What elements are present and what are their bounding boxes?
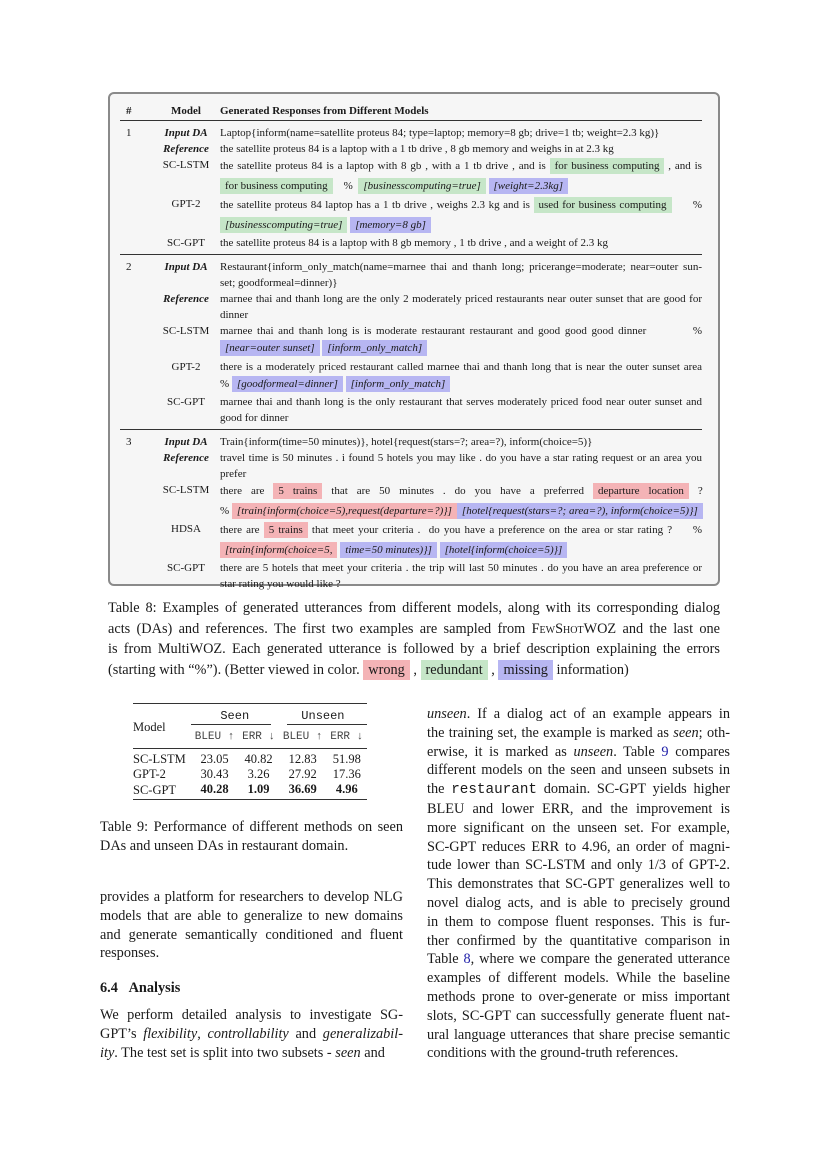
- missing-highlight: [memory=8 gb]: [350, 217, 431, 233]
- metric-value: 3.26: [247, 767, 270, 781]
- table-9: [133, 703, 367, 800]
- text-line: [220, 359, 702, 375]
- text-line: [220, 339, 702, 359]
- text-segment: marnee thai and thanh long is is moderate restaurant restaurant and good good good dinner %: [220, 325, 702, 337]
- response-text: [220, 434, 702, 450]
- text-segment: that are 50 minutes . do you have a preferred: [322, 485, 593, 497]
- section-number: 6.4: [100, 980, 118, 996]
- text-line: [220, 259, 702, 275]
- text-line: [427, 743, 730, 762]
- section-heading: [100, 980, 180, 997]
- text-line: [100, 888, 403, 907]
- text-segment: Restaurant{inform_only_match(name=marnee thai and thanh long; pricerange=moderate; near=outer sun-: [220, 261, 702, 273]
- text-line: [427, 932, 730, 951]
- text-segment: in them to compose fluent responses. This is fur-: [427, 913, 730, 930]
- redundant-highlight: used for business computing: [534, 197, 672, 213]
- model-label: SC-GPT: [167, 396, 205, 408]
- text-segment: good for dinner: [220, 412, 289, 424]
- table-row: [120, 323, 702, 359]
- text-segment: set; goodformeal=dinner)}: [220, 277, 338, 289]
- example-number: [120, 394, 152, 426]
- group-header: Seen: [191, 704, 279, 726]
- text-segment: acts (DAs) and references. The first two examples are sampled from: [108, 620, 532, 637]
- text-segment: compares: [668, 743, 730, 760]
- text-segment: generalizabil-: [322, 1025, 404, 1042]
- text-segment: ; oth-: [698, 724, 730, 741]
- table-row: [120, 434, 702, 450]
- text-line: [220, 466, 702, 482]
- text-line: [100, 907, 403, 926]
- header-num: #: [126, 105, 132, 117]
- response-text: [220, 560, 702, 592]
- text-segment: ,: [197, 1025, 208, 1042]
- table-8-frame: [108, 92, 720, 590]
- text-segment: %: [671, 199, 702, 211]
- text-line: [108, 619, 720, 640]
- response-text: [220, 157, 702, 196]
- text-line: [220, 235, 702, 251]
- model-label: SC-GPT: [167, 562, 205, 574]
- text-segment: GPT’s: [100, 1025, 144, 1042]
- wrong-highlight: 5 trains: [273, 483, 322, 499]
- text-line: [427, 913, 730, 932]
- text-line: [427, 761, 730, 780]
- model-name: SC-LSTM: [133, 752, 186, 766]
- response-text: [220, 235, 702, 251]
- model-header: Model: [133, 719, 166, 734]
- example-number: [120, 141, 152, 157]
- text-line: [427, 705, 730, 724]
- model-label: SC-LSTM: [162, 325, 210, 337]
- model-label: Reference: [163, 143, 209, 155]
- table-row: [120, 141, 702, 157]
- text-segment: . Table: [613, 743, 662, 760]
- text-segment: slots, SC-GPT can successfully generate fluent nat-: [427, 1007, 730, 1024]
- example-number: [120, 196, 152, 235]
- response-text: [220, 482, 703, 521]
- text-segment: novel dialog acts, and is able to precisely ground: [427, 894, 730, 911]
- text-line: [220, 502, 703, 522]
- table-row: [120, 259, 702, 291]
- text-line: [427, 1007, 730, 1026]
- text-line: [427, 894, 730, 913]
- text-segment: Train{inform(time=50 minutes)}, hotel{request(stars=?; area=?), inform(choice=5)}: [220, 436, 593, 448]
- group-header: Unseen: [279, 704, 367, 726]
- model-name: SC-GPT: [133, 783, 177, 797]
- metric-value: 40.28: [200, 782, 229, 796]
- text-segment: marnee thai and thanh long is the only restaurant that serves moderately priced food near outer sunset and: [220, 396, 702, 408]
- text-line: [108, 660, 720, 681]
- table-row: [120, 125, 702, 141]
- right-paragraph: [427, 705, 730, 1063]
- text-segment: different models on the seen and unseen subsets in: [427, 762, 730, 779]
- text-segment: controllability: [207, 1025, 289, 1042]
- model-label: SC-GPT: [167, 237, 205, 249]
- text-segment: the: [427, 781, 452, 798]
- text-line: [220, 576, 702, 592]
- text-segment: Table 9: Performance of different methods on seen: [100, 819, 403, 835]
- response-text: [220, 359, 702, 395]
- text-line: [100, 818, 403, 837]
- text-segment: ?: [688, 485, 703, 497]
- text-segment: and the last one: [616, 620, 721, 637]
- missing-highlight: [near=outer sunset]: [220, 340, 320, 356]
- text-segment: provides a platform for researchers to develop NLG: [100, 889, 403, 905]
- header-responses: Generated Responses from Different Models: [220, 105, 429, 117]
- header-model: Model: [171, 105, 201, 117]
- text-line: [100, 1006, 403, 1025]
- text-line: [220, 521, 702, 541]
- text-segment: examples of different models. While the baseline: [427, 970, 730, 987]
- model-label: Input DA: [164, 127, 208, 139]
- metric-value: 1.09: [247, 782, 270, 796]
- table-8-caption: [108, 598, 720, 680]
- table-row: [133, 767, 367, 782]
- response-text: [220, 323, 702, 359]
- text-segment: the training set, the example is marked as: [427, 724, 674, 741]
- table-row: [120, 359, 702, 395]
- table-8-header: [120, 102, 702, 121]
- text-segment: SC-GPT reduces ERR to 4.96, an order of magni-: [427, 838, 730, 855]
- text-segment: ity: [100, 1044, 115, 1061]
- text-segment: We perform detailed analysis to investigate SG-: [100, 1007, 403, 1023]
- text-segment: conditions with the ground-truth references.: [427, 1045, 679, 1062]
- metric-header: ERR ↓: [242, 731, 276, 743]
- text-line: [427, 969, 730, 988]
- metric-value: 36.69: [288, 782, 317, 796]
- text-line: [427, 800, 730, 819]
- example-block: [120, 430, 702, 595]
- text-segment: tude lower than SC-LSTM and only 1/3 of GPT-2.: [427, 857, 730, 874]
- missing-highlight: [goodformeal=dinner]: [232, 376, 343, 392]
- text-segment: , where we compare the generated utterance: [470, 951, 730, 968]
- left-paragraph: [100, 888, 403, 963]
- text-segment: domain. SC-GPT yields higher: [536, 781, 730, 798]
- response-text: [220, 521, 702, 560]
- response-text: [220, 125, 702, 141]
- example-number: [120, 482, 152, 521]
- text-line: [220, 560, 702, 576]
- text-segment: , and is: [664, 160, 702, 172]
- text-line: [220, 196, 702, 216]
- metric-value: 12.83: [288, 752, 317, 766]
- wrong-highlight: wrong: [363, 660, 410, 680]
- text-line: [427, 819, 730, 838]
- response-text: [220, 259, 702, 291]
- text-segment: %: [220, 377, 232, 390]
- text-line: [427, 1026, 730, 1045]
- text-segment: prefer: [220, 468, 247, 480]
- text-line: [220, 482, 703, 502]
- model-label: GPT-2: [171, 360, 201, 373]
- response-text: [220, 196, 702, 235]
- model-label: HDSA: [171, 523, 201, 535]
- redundant-highlight: for business computing: [550, 158, 665, 174]
- text-segment: erwise, it is marked as: [427, 743, 574, 760]
- text-segment: there are 5 hotels that meet your criteria . the trip will last 50 minutes . do you have an area preference or: [220, 562, 702, 574]
- metric-header: BLEU ↑: [282, 731, 323, 743]
- table-9-group-row: [133, 704, 367, 726]
- metric-header: ERR ↓: [330, 731, 364, 743]
- text-segment: %: [332, 179, 359, 192]
- missing-highlight: [hotel{request(stars=?; area=?), inform(choice=5)}]: [457, 503, 703, 519]
- text-segment: methods prone to over-generate or miss important: [427, 988, 730, 1005]
- text-segment: the satellite proteus 84 is a laptop with 8 gb memory , 1 tb drive , and a weight of 2.3 kg: [220, 237, 608, 249]
- wrong-highlight: 5 trains: [264, 522, 308, 538]
- text-segment: responses.: [100, 945, 160, 962]
- text-segment: seen: [335, 1044, 361, 1061]
- text-segment: information): [552, 661, 629, 678]
- missing-highlight: [inform_only_match]: [346, 376, 451, 392]
- response-text: [220, 291, 702, 323]
- example-number: [120, 521, 152, 560]
- example-block: [120, 121, 702, 255]
- text-segment: marnee thai and thanh long are the only 2 moderately priced restaurants near outer sunset that are good for: [220, 293, 702, 305]
- wrong-highlight: departure location: [593, 483, 689, 499]
- table-row: [120, 235, 702, 251]
- table-8: [120, 102, 702, 595]
- text-segment: BLEU and lower ERR, and the improvement is: [427, 800, 730, 817]
- text-segment: This demonstrates that SC-GPT generalizes well to: [427, 876, 730, 893]
- text-segment: and generate semantically conditioned and fluent: [100, 926, 403, 943]
- text-line: [220, 275, 702, 291]
- text-line: [100, 1025, 403, 1044]
- text-line: [100, 944, 403, 963]
- example-number: [120, 323, 152, 359]
- text-segment: ural language utterances that share precise semantic: [427, 1026, 730, 1043]
- text-segment: is from MultiWOZ. Each generated utterance is followed by a brief description explaining the errors: [108, 641, 720, 658]
- text-segment: unseen: [427, 706, 467, 722]
- table-row: [120, 291, 702, 323]
- text-segment: Laptop{inform(name=satellite proteus 84; type=laptop; memory=8 gb; drive=1 tb; weight=2.3 kg)}: [220, 127, 660, 139]
- metric-value: 17.36: [332, 767, 361, 781]
- model-name: GPT-2: [133, 767, 166, 781]
- text-segment: restaurant: [451, 782, 537, 799]
- text-line: [220, 177, 702, 197]
- text-line: [220, 434, 702, 450]
- text-segment: there are: [220, 524, 264, 536]
- metric-value: 40.82: [244, 752, 273, 766]
- text-segment: ,: [487, 661, 499, 678]
- text-line: [427, 724, 730, 743]
- text-segment: . The test set is split into two subsets -: [114, 1044, 336, 1061]
- text-line: [427, 838, 730, 857]
- wrong-highlight: [train{inform(choice=5,: [220, 542, 337, 558]
- metric-value: 30.43: [200, 767, 229, 781]
- text-line: [220, 410, 702, 426]
- table-row: [120, 196, 702, 235]
- text-line: [220, 216, 702, 236]
- example-number: [120, 560, 152, 592]
- text-segment: flexibility: [143, 1025, 198, 1042]
- example-number: [120, 359, 152, 395]
- text-line: [427, 856, 730, 875]
- metric-value: 23.05: [200, 752, 229, 766]
- table-row: [120, 157, 702, 196]
- text-segment: more significant on the unseen set. For example,: [427, 819, 730, 836]
- text-line: [220, 141, 702, 157]
- text-segment: there is a moderately priced restaurant called marnee thai and thanh long that is near the outer sunset area: [220, 360, 702, 373]
- redundant-highlight: [businesscomputing=true]: [220, 217, 347, 233]
- text-line: [100, 837, 403, 856]
- text-line: [220, 125, 702, 141]
- wrong-highlight: [train{inform(choice=5),request(departure=?)}]: [232, 503, 457, 519]
- table-reference-link[interactable]: 8: [463, 951, 471, 968]
- analysis-paragraph: [100, 1006, 403, 1062]
- example-number: [120, 291, 152, 323]
- redundant-highlight: for business computing: [220, 178, 333, 194]
- text-segment: there are: [220, 485, 274, 497]
- missing-highlight: missing: [498, 660, 553, 680]
- table-reference-link[interactable]: 9: [661, 743, 669, 760]
- table-row: [133, 749, 367, 768]
- text-segment: Table 8: Examples of generated utterances from different models, along with its corresponding dialog: [108, 600, 720, 616]
- metric-value: 4.96: [335, 782, 358, 796]
- response-text: [220, 394, 702, 426]
- table-9-caption: [100, 818, 403, 856]
- model-label: SC-LSTM: [162, 484, 210, 496]
- missing-highlight: [weight=2.3kg]: [489, 178, 568, 194]
- text-segment: unseen: [573, 743, 614, 760]
- example-block: [120, 255, 702, 430]
- metric-value: 27.92: [288, 767, 317, 781]
- model-label: Input DA: [164, 436, 208, 448]
- response-text: [220, 450, 702, 482]
- text-segment: FewShotWOZ: [531, 620, 617, 637]
- text-segment: %: [220, 504, 232, 517]
- model-label: Reference: [163, 452, 209, 464]
- redundant-highlight: redundant: [421, 660, 488, 680]
- text-line: [220, 450, 702, 466]
- text-line: [220, 375, 702, 395]
- text-segment: seen: [673, 724, 699, 741]
- text-line: [427, 780, 730, 800]
- text-segment: and: [288, 1025, 323, 1042]
- text-line: [108, 598, 720, 619]
- text-segment: the satellite proteus 84 is a laptop with a 1 tb drive , 8 gb memory and weighs in at 2.3 kg: [220, 143, 614, 155]
- model-label: Reference: [163, 293, 209, 305]
- text-line: [108, 639, 720, 660]
- text-line: [427, 875, 730, 894]
- section-title: Analysis: [128, 980, 181, 996]
- example-number: [120, 235, 152, 251]
- text-segment: models that are able to generalize to new domains: [100, 907, 403, 924]
- text-segment: and: [360, 1044, 385, 1061]
- model-label: GPT-2: [171, 198, 201, 210]
- text-line: [427, 950, 730, 969]
- text-line: [220, 541, 702, 561]
- redundant-highlight: [businesscomputing=true]: [358, 178, 485, 194]
- text-segment: star rating you would like ?: [220, 578, 341, 590]
- model-label: Input DA: [164, 261, 208, 273]
- text-segment: ther confirmed by the quantitative comparison in: [427, 932, 730, 949]
- text-line: [220, 394, 702, 410]
- text-line: [427, 988, 730, 1007]
- missing-highlight: [inform_only_match]: [322, 340, 427, 356]
- text-segment: the satellite proteus 84 is a laptop with 8 gb , with a 1 tb drive , and is: [220, 160, 550, 172]
- text-segment: (starting with “%”). (Better viewed in color.: [108, 661, 364, 678]
- text-segment: travel time is 50 minutes . i found 5 hotels you may like . do you have a star rating request or an area you: [220, 452, 702, 464]
- text-segment: the satellite proteus 84 laptop has a 1 tb drive , weighs 2.3 kg and is: [220, 199, 534, 211]
- text-line: [220, 157, 702, 177]
- missing-highlight: time=50 minutes)}]: [340, 542, 437, 558]
- text-line: [220, 307, 702, 323]
- example-number: 1: [126, 127, 132, 139]
- text-line: [427, 1044, 730, 1063]
- text-line: [100, 1044, 403, 1063]
- example-number: 3: [126, 436, 132, 448]
- metric-value: 51.98: [332, 752, 361, 766]
- table-row: [120, 521, 702, 560]
- text-segment: . If a dialog act of an example appears in: [466, 706, 730, 722]
- table-row: [120, 450, 702, 482]
- example-number: [120, 450, 152, 482]
- text-segment: that meet your criteria . do you have a preference on the area or star rating ? %: [307, 524, 702, 536]
- table-row: [120, 560, 702, 592]
- text-line: [100, 926, 403, 945]
- text-segment: ,: [409, 661, 421, 678]
- example-number: [120, 157, 152, 196]
- example-number: 2: [126, 261, 132, 273]
- table-row: [120, 482, 702, 521]
- text-segment: DAs and unseen DAs in restaurant domain.: [100, 838, 349, 854]
- text-line: [220, 291, 702, 307]
- missing-highlight: [hotel{inform(choice=5)}]: [440, 542, 568, 558]
- text-segment: Table: [427, 951, 464, 968]
- table-row: [120, 394, 702, 426]
- response-text: [220, 141, 702, 157]
- table-row: [133, 782, 367, 800]
- text-segment: dinner: [220, 309, 249, 321]
- metric-header: BLEU ↑: [194, 731, 235, 743]
- model-label: SC-LSTM: [162, 159, 210, 171]
- text-line: [220, 323, 702, 339]
